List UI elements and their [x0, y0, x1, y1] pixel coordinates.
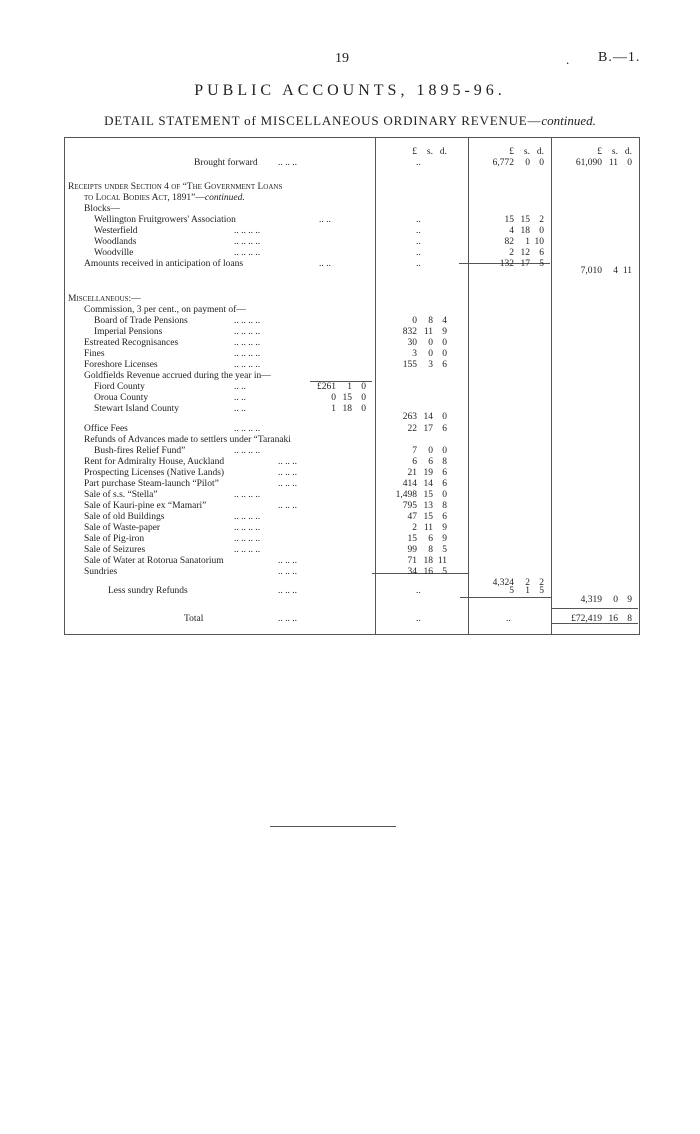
pence: 9	[442, 523, 447, 533]
shillings-header: s.	[611, 147, 618, 157]
pounds: 0	[331, 393, 336, 403]
leader-dots: .. .. .. ..	[234, 534, 261, 544]
pence: 6	[539, 248, 544, 258]
page-number: 19	[335, 51, 349, 66]
pence: 6	[442, 360, 447, 370]
shillings: 11	[423, 523, 433, 533]
goldfields-total	[377, 412, 447, 423]
pounds-header: £	[412, 147, 417, 157]
col1-header	[377, 147, 447, 158]
receipts-total	[562, 266, 632, 277]
receipts-heading-row-2	[64, 193, 640, 204]
leader-dots: .. .. .. ..	[234, 360, 261, 370]
receipts-continued: continued.	[204, 193, 245, 203]
leader-dots: .. .. .. ..	[234, 349, 261, 359]
receipts-heading-row	[64, 182, 640, 193]
list-item	[64, 501, 640, 512]
pence: 5	[539, 586, 544, 596]
leader-dots: .. .. .. ..	[234, 446, 261, 456]
list-item	[64, 393, 640, 404]
pounds: 132	[499, 259, 514, 269]
shillings: 12	[520, 248, 530, 258]
revenue-table	[64, 137, 640, 636]
shillings: 18	[423, 556, 433, 566]
pence-header: d.	[536, 147, 544, 157]
receipts-heading-line2	[84, 193, 245, 204]
shillings: 8	[428, 316, 433, 326]
pounds: £261	[317, 382, 336, 392]
leader-dots: .. .. .. ..	[234, 512, 261, 522]
leader-dots: ..	[416, 158, 421, 168]
goldfields-amount	[300, 393, 366, 404]
document-reference: B.—1.	[598, 50, 641, 65]
pounds: 1	[331, 404, 336, 414]
item-amount	[377, 446, 447, 457]
leader-dots: .. .. ..	[278, 158, 297, 168]
leader-dots: ..	[416, 237, 421, 247]
item-label: Prospecting Licenses (Native Lands)	[84, 468, 225, 478]
pence: 0	[442, 349, 447, 359]
shillings: 2	[525, 578, 530, 588]
item-label: Fiord County	[94, 382, 145, 392]
pounds: 832	[402, 327, 417, 337]
list-item	[64, 338, 640, 349]
shillings: 15	[423, 490, 433, 500]
shillings: 11	[608, 158, 618, 168]
goldfields-total-row	[64, 412, 640, 423]
item-label: Westerfield	[94, 226, 138, 236]
pounds: 155	[402, 360, 417, 370]
item-label: Foreshore Licenses	[84, 360, 158, 370]
pence: 2	[539, 578, 544, 588]
pence: 6	[442, 512, 447, 522]
brought-forward-row	[64, 158, 640, 169]
pence: 0	[442, 412, 447, 422]
shillings: 14	[423, 479, 433, 489]
pounds: 21	[407, 468, 417, 478]
item-amount	[377, 490, 447, 501]
pence: 0	[442, 490, 447, 500]
shillings-header: s.	[523, 147, 530, 157]
pounds: 0	[412, 316, 417, 326]
col2-header	[474, 147, 544, 158]
leader-dots: .. ..	[319, 215, 331, 225]
item-amount	[474, 248, 544, 259]
leader-dots: .. .. .. ..	[234, 545, 261, 555]
shillings: 0	[428, 349, 433, 359]
item-label: Woodville	[94, 248, 134, 258]
list-item	[64, 512, 640, 523]
pence: 9	[442, 327, 447, 337]
leader-dots: .. .. .. ..	[234, 226, 261, 236]
pence: 0	[361, 393, 366, 403]
subtitle-main: DETAIL STATEMENT of MISCELLANEOUS ORDINARY REVENUE—	[104, 113, 542, 128]
total-row	[64, 614, 640, 625]
pounds: 15	[504, 215, 514, 225]
leader-dots: .. .. .. ..	[234, 316, 261, 326]
goldfields-amount	[300, 382, 366, 393]
goldfields-label: Goldfields Revenue accrued during the year in—	[84, 371, 271, 381]
shillings-header: s.	[426, 147, 433, 157]
commission-label: Commission, 3 per cent., on payment of—	[84, 305, 246, 315]
shillings: 8	[428, 545, 433, 555]
list-item	[64, 215, 640, 226]
item-amount	[377, 479, 447, 490]
pence: 0	[539, 226, 544, 236]
leader-dots: .. .. ..	[278, 468, 297, 478]
item-amount	[377, 360, 447, 371]
leader-dots: .. ..	[234, 404, 246, 414]
leader-dots: .. .. ..	[278, 501, 297, 511]
shillings: 13	[423, 501, 433, 511]
shillings: 14	[423, 412, 433, 422]
leader-dots: .. ..	[234, 382, 246, 392]
commission-heading-row	[64, 305, 640, 316]
pounds: 7,010	[580, 266, 602, 276]
list-item	[64, 424, 640, 435]
net-sum-rule	[552, 608, 638, 609]
list-item	[64, 567, 640, 578]
item-amount	[377, 567, 447, 578]
item-label: Woodlands	[94, 237, 137, 247]
leader-dots: .. .. .. ..	[234, 248, 261, 258]
shillings: 3	[428, 360, 433, 370]
pence: 9	[627, 595, 632, 605]
item-amount	[377, 349, 447, 360]
item-amount	[474, 226, 544, 237]
table-bottom-rule	[64, 634, 640, 635]
pounds: 71	[407, 556, 417, 566]
pence: 6	[442, 479, 447, 489]
list-item	[64, 490, 640, 501]
item-amount	[474, 215, 544, 226]
shillings: 17	[520, 259, 530, 269]
pounds: 4,319	[580, 595, 602, 605]
leader-dots: .. ..	[319, 259, 331, 269]
pence: 5	[539, 259, 544, 269]
item-label: Sale of Pig-iron	[84, 534, 145, 544]
item-label: Sale of s.s. “Stella”	[84, 490, 158, 500]
shillings: 15	[342, 393, 352, 403]
list-item	[64, 468, 640, 479]
pounds: 15	[407, 534, 417, 544]
list-item	[64, 316, 640, 327]
item-label: Wellington Fruitgrowers' Association	[94, 215, 236, 225]
reference-dot: .	[566, 52, 570, 67]
item-label: Imperial Pensions	[94, 327, 163, 337]
pence: 8	[442, 501, 447, 511]
shillings: 4	[613, 266, 618, 276]
shillings: 18	[342, 404, 352, 414]
item-label: Sale of Waste-paper	[84, 523, 161, 533]
item-amount	[474, 237, 544, 248]
shillings: 11	[423, 327, 433, 337]
leader-dots: .. .. .. ..	[234, 338, 261, 348]
shillings: 16	[608, 614, 618, 624]
misc-net-row	[64, 595, 640, 606]
pounds: 99	[407, 545, 417, 555]
list-item	[64, 457, 640, 468]
shillings: 0	[613, 595, 618, 605]
pounds: 6,772	[492, 158, 514, 168]
item-label: Amounts received in anticipation of loans	[84, 259, 244, 269]
shillings: 15	[520, 215, 530, 225]
pounds: 4	[509, 226, 514, 236]
table-top-rule	[64, 137, 640, 138]
misc-net	[562, 595, 632, 606]
leader-dots: ..	[416, 259, 421, 269]
list-item	[64, 556, 640, 567]
item-label: Sale of old Buildings	[84, 512, 165, 522]
pounds: 2	[412, 523, 417, 533]
brought-forward-label: Brought forward	[194, 158, 258, 168]
col3-header	[562, 147, 632, 158]
pence: 11	[437, 556, 447, 566]
refunds-label: Refunds of Advances made to settlers under “Taranaki	[84, 435, 291, 445]
pence: 8	[442, 457, 447, 467]
brought-forward-col2	[474, 158, 544, 169]
pence: 5	[442, 567, 447, 577]
shillings: 16	[423, 567, 433, 577]
pence-header: d.	[624, 147, 632, 157]
item-amount	[377, 556, 447, 567]
pence: 6	[442, 424, 447, 434]
grand-total	[562, 614, 632, 625]
shillings: 1	[525, 586, 530, 596]
item-label: Part purchase Steam-launch “Pilot”	[84, 479, 219, 489]
blocks-heading-row	[64, 204, 640, 215]
item-amount	[377, 534, 447, 545]
item-label: Bush-fires Relief Fund”	[94, 446, 186, 456]
pounds: 61,090	[575, 158, 602, 168]
brought-forward-col3	[562, 158, 632, 169]
leader-dots: .. .. .. ..	[234, 237, 261, 247]
pounds: 2	[509, 248, 514, 258]
item-amount	[377, 457, 447, 468]
leader-dots: .. .. ..	[278, 457, 297, 467]
item-label: Office Fees	[84, 424, 128, 434]
shillings: 0	[428, 446, 433, 456]
pounds: £72,419	[571, 614, 602, 624]
item-label: Estreated Recognisances	[84, 338, 179, 348]
shillings: 19	[423, 468, 433, 478]
total-label: Total	[184, 614, 204, 624]
pounds: 22	[407, 424, 417, 434]
list-item	[64, 226, 640, 237]
shillings: 1	[347, 382, 352, 392]
shillings: 6	[428, 457, 433, 467]
leader-dots: ..	[416, 614, 421, 624]
page-title: PUBLIC ACCOUNTS, 1895-96.	[194, 82, 506, 99]
leader-dots: .. .. .. ..	[234, 327, 261, 337]
leader-dots: .. .. ..	[278, 479, 297, 489]
closing-rule	[270, 826, 396, 827]
less-refunds-label: Less sundry Refunds	[108, 586, 188, 596]
shillings: 0	[428, 338, 433, 348]
shillings: 18	[520, 226, 530, 236]
list-item	[64, 248, 640, 259]
item-label: Sundries	[84, 567, 118, 577]
item-amount	[377, 327, 447, 338]
item-amount	[377, 316, 447, 327]
leader-dots: .. .. ..	[278, 586, 297, 596]
item-label: Sale of Seizures	[84, 545, 146, 555]
item-label: Oroua County	[94, 393, 149, 403]
item-label: Rent for Admiralty House, Auckland	[84, 457, 225, 467]
list-item	[64, 382, 640, 393]
shillings: 6	[428, 534, 433, 544]
leader-dots: .. .. .. ..	[234, 523, 261, 533]
pounds: 1,498	[395, 490, 417, 500]
pence: 8	[627, 614, 632, 624]
pounds-header: £	[597, 147, 602, 157]
leader-dots: .. .. ..	[278, 614, 297, 624]
pence: 5	[442, 545, 447, 555]
item-amount	[377, 523, 447, 534]
item-amount	[377, 545, 447, 556]
leader-dots: .. .. ..	[278, 567, 297, 577]
list-item	[64, 534, 640, 545]
pounds: 34	[407, 567, 417, 577]
refunds-heading-row	[64, 435, 640, 446]
list-item	[64, 479, 640, 490]
subtitle-continued: continued.	[541, 113, 596, 128]
leader-dots: ..	[416, 215, 421, 225]
item-label: Sale of Kauri-pine ex “Mamari”	[84, 501, 207, 511]
shillings: 0	[525, 158, 530, 168]
pounds: 414	[402, 479, 417, 489]
list-item	[64, 523, 640, 534]
blocks-label: Blocks—	[84, 204, 120, 214]
list-item	[64, 237, 640, 248]
leader-dots: ..	[506, 614, 511, 624]
receipts-total-row	[64, 266, 640, 277]
pence: 6	[442, 468, 447, 478]
pence: 0	[627, 158, 632, 168]
pounds: 82	[504, 237, 514, 247]
pence: 0	[539, 158, 544, 168]
leader-dots: .. ..	[234, 393, 246, 403]
item-label: Stewart Island County	[94, 404, 179, 414]
pence: 0	[361, 404, 366, 414]
item-amount	[377, 512, 447, 523]
item-amount	[377, 338, 447, 349]
item-label: Board of Trade Pensions	[94, 316, 188, 326]
pence: 2	[539, 215, 544, 225]
receipts-heading: Receipts under Section 4 of “The Government Loans	[68, 182, 283, 192]
pounds-header: £	[509, 147, 514, 157]
leader-dots: ..	[416, 248, 421, 258]
pounds: 47	[407, 512, 417, 522]
leader-dots: .. .. ..	[278, 556, 297, 566]
receipts-act: to Local Bodies Act, 1891”—	[84, 193, 205, 203]
pence: 9	[442, 534, 447, 544]
goldfields-heading-row	[64, 371, 640, 382]
pence: 0	[361, 382, 366, 392]
pence: 10	[534, 237, 544, 247]
list-item	[64, 360, 640, 371]
currency-header-row	[64, 147, 640, 158]
item-amount	[377, 501, 447, 512]
pounds: 7	[412, 446, 417, 456]
pounds: 263	[402, 412, 417, 422]
pence: 4	[442, 316, 447, 326]
shillings: 17	[423, 424, 433, 434]
list-item	[64, 545, 640, 556]
list-item	[64, 446, 640, 457]
pounds: 5	[509, 586, 514, 596]
statement-subtitle	[0, 113, 700, 129]
leader-dots: ..	[416, 226, 421, 236]
pence: 0	[442, 338, 447, 348]
leader-dots: .. .. .. ..	[234, 424, 261, 434]
item-label: Fines	[84, 349, 105, 359]
leader-dots: ..	[416, 586, 421, 596]
item-amount	[377, 424, 447, 435]
pounds: 6	[412, 457, 417, 467]
shillings: 1	[525, 237, 530, 247]
misc-heading: Miscellaneous:—	[68, 294, 141, 304]
pounds: 4,324	[492, 578, 514, 588]
pence: 0	[442, 446, 447, 456]
item-amount	[377, 468, 447, 479]
pence-header: d.	[439, 147, 447, 157]
item-label: Sale of Water at Rotorua Sanatorium	[84, 556, 224, 566]
misc-heading-row	[64, 294, 640, 305]
pence: 11	[622, 266, 632, 276]
pounds: 3	[412, 349, 417, 359]
leader-dots: .. .. .. ..	[234, 490, 261, 500]
list-item	[64, 349, 640, 360]
list-item	[64, 327, 640, 338]
pounds: 795	[402, 501, 417, 511]
pounds: 30	[407, 338, 417, 348]
shillings: 15	[423, 512, 433, 522]
